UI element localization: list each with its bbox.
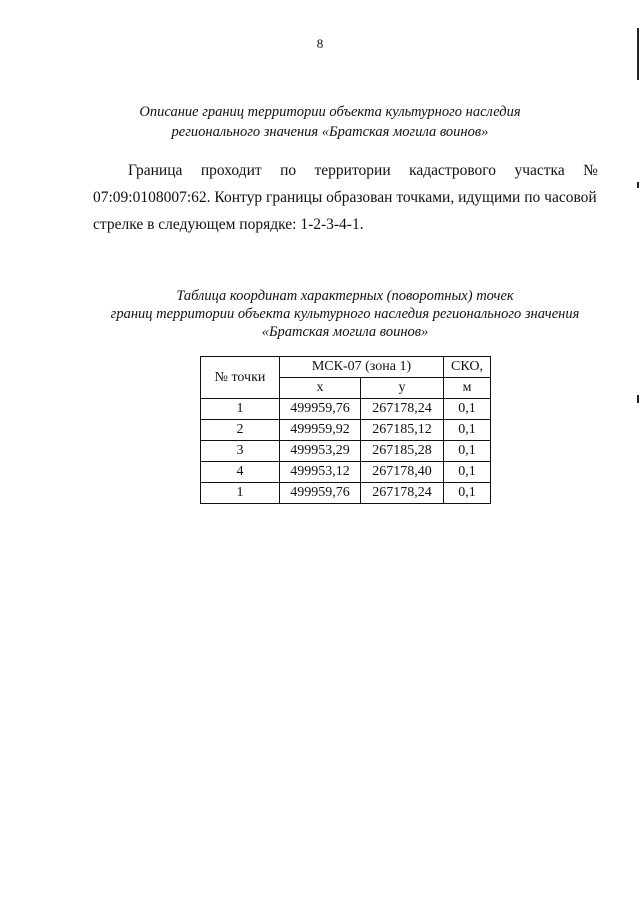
- section-heading-line-2: регионального значения «Братская могила воинов»: [171, 124, 489, 140]
- cell-sko: 0,1: [444, 483, 491, 504]
- coordinates-table: [200, 356, 491, 504]
- header-unit: м: [444, 378, 491, 399]
- cell-x: 499959,76: [280, 399, 361, 420]
- cell-point: 1: [201, 399, 280, 420]
- cell-y: 267185,28: [361, 441, 444, 462]
- section-heading: [60, 102, 600, 142]
- cell-y: 267185,12: [361, 420, 444, 441]
- cell-point: 2: [201, 420, 280, 441]
- cell-y: 267178,40: [361, 462, 444, 483]
- cell-sko: 0,1: [444, 441, 491, 462]
- word: Граница: [128, 162, 183, 179]
- table-title-line-1: Таблица координат характерных (поворотных) точек: [176, 288, 514, 304]
- section-heading-line-1: Описание границ территории объекта культурного наследия: [139, 104, 521, 120]
- scan-edge-mark: [637, 28, 639, 80]
- table-title: [60, 287, 630, 341]
- boundary-description-line-3: стрелке в следующем порядке: 1-2-3-4-1.: [93, 216, 364, 233]
- table-row: [201, 462, 491, 483]
- cell-x: 499953,12: [280, 462, 361, 483]
- word: проходит: [200, 162, 262, 179]
- cell-sko: 0,1: [444, 420, 491, 441]
- table-row: [201, 399, 491, 420]
- cell-sko: 0,1: [444, 462, 491, 483]
- header-sko: СКО,: [444, 357, 491, 378]
- boundary-description: [93, 157, 598, 238]
- cell-x: 499953,29: [280, 441, 361, 462]
- table-header-row: [201, 357, 491, 378]
- cell-x: 499959,76: [280, 483, 361, 504]
- scan-edge-mark: [637, 395, 639, 403]
- cell-y: 267178,24: [361, 399, 444, 420]
- cell-y: 267178,24: [361, 483, 444, 504]
- word: территории: [314, 162, 391, 179]
- cell-point: 3: [201, 441, 280, 462]
- word: №: [583, 162, 598, 179]
- header-x: x: [280, 378, 361, 399]
- table-row: [201, 441, 491, 462]
- scan-edge-mark: [637, 182, 639, 188]
- header-y: y: [361, 378, 444, 399]
- boundary-description-line-1: [93, 157, 598, 184]
- word: участка: [514, 162, 565, 179]
- word: по: [280, 162, 297, 179]
- table-row: [201, 483, 491, 504]
- table-title-line-2: границ территории объекта культурного наследия регионального значения: [110, 306, 580, 322]
- cell-point: 1: [201, 483, 280, 504]
- table-row: [201, 420, 491, 441]
- cell-x: 499959,92: [280, 420, 361, 441]
- header-coordinate-system: МСК-07 (зона 1): [280, 357, 444, 378]
- word: кадастрового: [409, 162, 497, 179]
- page-number: 8: [316, 36, 324, 51]
- table-title-line-3: «Братская могила воинов»: [261, 324, 429, 340]
- cell-point: 4: [201, 462, 280, 483]
- header-point-number: № точки: [201, 357, 280, 399]
- cell-sko: 0,1: [444, 399, 491, 420]
- boundary-description-line-2: 07:09:0108007:62. Контур границы образован точками, идущими по часовой: [93, 189, 597, 206]
